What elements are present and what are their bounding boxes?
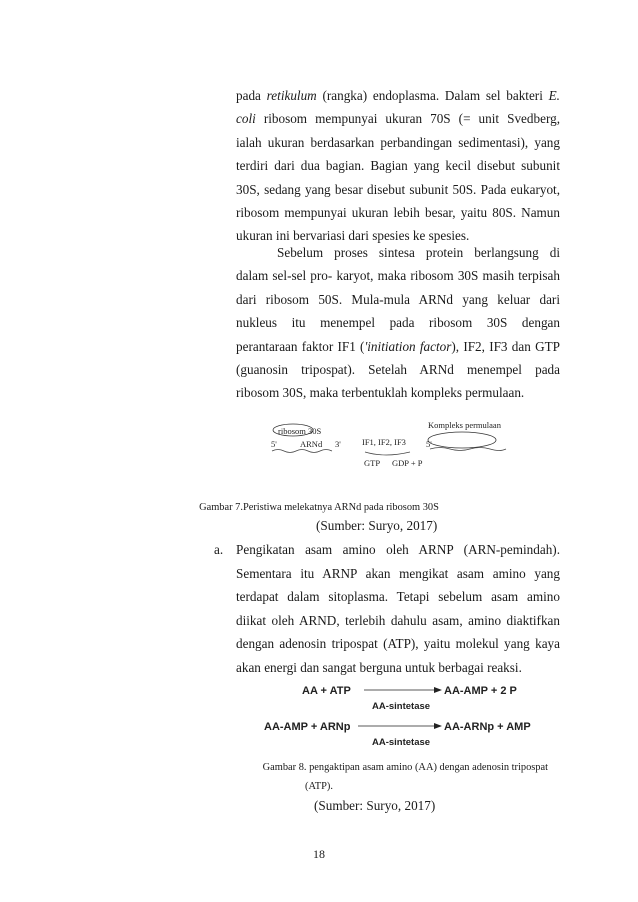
figure-7-caption: Gambar 7.Peristiwa melekatnya ARNd pada ribosom 30S <box>199 502 439 513</box>
text-segment: Pengikatan asam amino oleh ARNP (ARN-pemindah). <box>236 542 560 557</box>
reaction-1-right: AA-AMP + 2 P <box>444 685 517 697</box>
text-line <box>236 660 560 676</box>
text-segment: (rangka) endoplasma. Dalam sel bakteri <box>316 88 549 103</box>
text-segment: nukleus itu menempel pada ribosom 30S dengan <box>236 315 560 331</box>
text-line <box>236 542 560 558</box>
text-line <box>236 268 560 284</box>
figure-7-ribosome-attachment <box>270 418 520 474</box>
figure-8-caption-line2: (ATP). <box>305 781 333 792</box>
text-line <box>236 228 560 244</box>
text-line <box>236 339 560 355</box>
text-segment: ribosom mempunyai ukuran 70S (= unit Svedberg, <box>255 111 560 127</box>
text-segment: dalam sel-sel pro- karyot, maka ribosom 30S masih terpisah <box>236 268 560 284</box>
list-marker-a: a. <box>214 542 224 557</box>
text-segment: (guanosin tripospat). Setelah ARNd menempel pada <box>236 362 560 377</box>
text-line <box>236 158 560 174</box>
figure-7-source: (Sumber: Suryo, 2017) <box>316 518 438 533</box>
reaction-arrow-curve <box>365 452 410 455</box>
text-line <box>236 566 560 582</box>
text-segment: pada <box>236 88 267 103</box>
gdp-label: GDP + P <box>392 458 423 468</box>
reaction-2-arrowhead <box>434 723 442 729</box>
text-line <box>236 205 560 221</box>
page-number: 18 <box>313 847 325 861</box>
gtp-label: GTP <box>364 458 381 468</box>
arnd-label: ARNd <box>300 439 323 449</box>
text-line <box>236 636 560 652</box>
text-segment: Sebelum proses sintesa protein berlangsung di <box>277 245 560 260</box>
ribosome-30s-label: ribosom 30S <box>278 426 322 436</box>
five-prime-label: 5' <box>271 439 277 449</box>
italic-term: E. <box>548 88 560 103</box>
text-line <box>236 292 560 308</box>
text-line <box>236 362 560 378</box>
reaction-1-left: AA + ATP <box>302 685 351 697</box>
mrna-strand-left <box>272 450 332 453</box>
text-segment: ribosom 30S, maka terbentuklah kompleks permulaan. <box>236 385 525 401</box>
text-line <box>236 135 560 151</box>
text-line <box>236 182 560 198</box>
reaction-2-enzyme: AA-sintetase <box>372 737 431 748</box>
reaction-2-left: AA-AMP + ARNp <box>264 721 351 733</box>
text-segment: Sementara itu ARNP akan mengikat asam amino yang <box>236 565 560 581</box>
complex-label: Kompleks permulaan <box>428 420 501 430</box>
initiation-factors-label: IF1, IF2, IF3 <box>362 437 406 447</box>
figure-8-source: (Sumber: Suryo, 2017) <box>314 798 436 813</box>
text-segment: ribosom mempunyai ukuran lebih besar, yaitu 80S. Namun <box>236 205 560 220</box>
text-line <box>236 613 560 629</box>
text-line <box>236 589 560 605</box>
text-line <box>277 245 560 261</box>
text-segment: akan energi dan sangat berguna untuk berbagai reaksi. <box>236 660 522 675</box>
text-segment: perantaraan faktor IF1 ( <box>236 338 365 354</box>
italic-term: coli <box>236 111 256 127</box>
text-line <box>236 88 560 104</box>
text-segment: dengan adenosin tripospat (ATP), yaitu molekul yang kaya <box>236 636 560 652</box>
text-segment: ukuran ini bervariasi dari spesies ke spesies. <box>236 228 470 244</box>
text-segment: terdapat dalam sitoplasma. Tetapi sebelum asam amino <box>236 589 560 605</box>
text-line <box>236 111 560 127</box>
figure-8-caption-line1: Gambar 8. pengaktipan asam amino (AA) dengan adenosin tripospat <box>262 762 548 773</box>
reaction-2-right: AA-ARNp + AMP <box>444 721 531 733</box>
italic-term: retikulum <box>266 88 317 103</box>
text-segment: diikat oleh ARND, terlebih dahulu asam, amino diaktifkan <box>236 612 560 628</box>
five-prime-right-label: 5' <box>426 439 432 449</box>
text-segment: terdiri dari dua bagian. Bagian yang kecil disebut subunit <box>236 158 560 174</box>
reaction-1-enzyme: AA-sintetase <box>372 701 431 712</box>
text-segment: ialah ukuran berdasarkan perbandingan sedimentasi), yang <box>236 134 560 150</box>
reaction-1-arrowhead <box>434 687 442 693</box>
italic-term: 'initiation factor <box>364 338 452 354</box>
text-segment: 30S, sedang yang besar disebut subunit 50S. Pada eukaryot, <box>236 181 560 197</box>
initiation-complex-shape <box>428 432 496 448</box>
text-line <box>236 315 560 331</box>
text-line <box>236 385 560 401</box>
text-segment: dari ribosom 50S. Mula-mula ARNd yang keluar dari <box>236 291 560 307</box>
text-segment: ), IF2, IF3 dan GTP <box>451 338 560 354</box>
figure-8-amino-acid-activation <box>262 680 552 750</box>
three-prime-label: 3' <box>335 439 341 449</box>
